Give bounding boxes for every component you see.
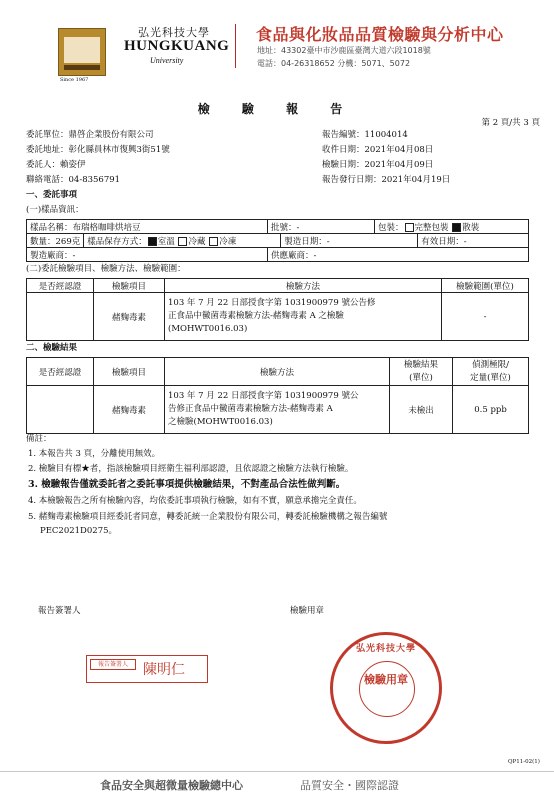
storage-cell: 樣品保存方式： 室溫 冷藏 冷凍 xyxy=(84,234,281,248)
footer-left-text: 食品安全與超微量檢驗總中心 xyxy=(100,779,243,792)
notes-heading: 備註： xyxy=(26,434,52,444)
storage-frozen-checkbox xyxy=(209,237,218,246)
results-col-item: 檢驗項目 xyxy=(94,358,165,386)
items-col-range: 檢驗範圍(單位) xyxy=(442,279,529,293)
items-table xyxy=(26,278,529,341)
university-logo xyxy=(58,28,106,76)
section2-heading: 二、檢驗結果 xyxy=(26,343,78,353)
received-date: 收件日期：2021年04月08日 xyxy=(322,145,434,155)
page-number: 第 2 頁/共 3 頁 xyxy=(481,118,540,128)
items-row-item: 赭麴毒素 xyxy=(94,293,165,341)
note-4: 4. 本檢驗報告之所有檢驗內容，均依委託事項執行檢驗，如有不實，願意承擔完全責任。 xyxy=(28,496,362,506)
client-unit: 委託單位：鼎啓企業股份有限公司 xyxy=(26,130,154,140)
qty-cell: 數量：269克 xyxy=(27,234,84,248)
items-row-method: 103 年 7 月 22 日部授食字第 1031900979 號公告修 正食品中黴菌毒素檢驗方法-赭麴毒素 A 之檢驗 (MOHWT0016.03) xyxy=(165,293,442,341)
university-name-zh: 弘光科技大學 xyxy=(138,26,210,39)
report-number: 報告編號：11004014 xyxy=(322,130,408,140)
section1-heading: 一、委託事項 xyxy=(26,190,78,200)
results-row-result: 未檢出 xyxy=(390,386,453,434)
note-5-cont: PEC2021D0275。 xyxy=(40,526,118,536)
results-row-item: 赭麴毒素 xyxy=(94,386,165,434)
items-heading: (二)委託檢驗項目、檢驗方法、檢驗範圍： xyxy=(26,264,186,274)
results-row-limit: 0.5 ppb xyxy=(453,386,529,434)
sample-maker-table xyxy=(26,247,529,262)
footer xyxy=(0,772,554,799)
client-phone: 聯絡電話：04-8356791 xyxy=(26,175,121,185)
center-title: 食品與化妝品品質檢驗與分析中心 xyxy=(256,25,504,44)
form-code: QP11-02(1) xyxy=(508,759,540,765)
storage-fridge-checkbox xyxy=(178,237,187,246)
results-table xyxy=(26,357,529,434)
note-2: 2. 檢驗目有標★者，指該檢驗項目經衛生福利部認證，且依認證之檢驗方法執行檢驗。 xyxy=(28,464,354,474)
supplier-cell: 供應廠商：- xyxy=(268,248,529,262)
package-bulk-checkbox xyxy=(452,223,461,232)
maker-cell: 製造廠商：- xyxy=(27,248,268,262)
center-address: 地址：43302臺中市沙鹿區臺灣大道六段1018號 xyxy=(257,46,431,55)
batch-cell: 批號：- xyxy=(268,220,375,234)
note-5: 5. 赭麴毒素檢驗項目經委託者同意，轉委託統一企業股份有限公司，轉委託檢驗機構之報告編號 xyxy=(28,512,388,522)
signer-label: 報告簽署人 xyxy=(38,606,81,616)
results-col-limit: 偵測極限/ 定量(單位) xyxy=(453,358,529,386)
client-person: 委託人：賴姿伊 xyxy=(26,160,86,170)
results-col-method: 檢驗方法 xyxy=(165,358,390,386)
client-address: 委託地址：彰化縣員林市復興3街51號 xyxy=(26,145,170,155)
sample-storage-table xyxy=(26,233,529,248)
items-col-method: 檢驗方法 xyxy=(165,279,442,293)
header-divider xyxy=(235,24,236,68)
package-cell: 包裝： 完整包裝 散裝 xyxy=(375,220,529,234)
items-row-range: - xyxy=(442,293,529,341)
sample-name-cell: 樣品名稱：布瑞格咖啡烘培豆 xyxy=(27,220,268,234)
results-row-method: 103 年 7 月 22 日部授食字第 1031900979 號公 告修正食品中黴菌毒素檢驗方法-赭麴毒素 A 之檢驗(MOHWT0016.03) xyxy=(165,386,390,434)
exp-date-cell: 有效日期：- xyxy=(418,234,529,248)
university-name-en: HUNGKUANG xyxy=(124,38,230,54)
mfg-date-cell: 製造日期：- xyxy=(281,234,418,248)
sample-info-table xyxy=(26,219,529,234)
note-1: 1. 本報告共 3 頁，分離使用無效。 xyxy=(28,449,161,459)
inspection-seal: 弘光科技大學 檢驗用章 xyxy=(330,632,442,744)
report-title: 檢 驗 報 告 xyxy=(197,102,357,116)
items-col-certified: 是否經認證 xyxy=(27,279,94,293)
signer-stamp: 報告簽署人 陳明仁 xyxy=(86,655,208,683)
seal-label: 檢驗用章 xyxy=(290,606,325,616)
items-col-item: 檢驗項目 xyxy=(94,279,165,293)
university-subtitle: University xyxy=(150,56,184,65)
footer-right-text: 品質安全・國際認證 xyxy=(300,779,399,792)
sample-info-heading: (一)樣品資訊： xyxy=(26,205,84,215)
package-complete-checkbox xyxy=(405,223,414,232)
center-phone: 電話：04-26318652 分機：5071、5072 xyxy=(257,59,411,68)
items-row xyxy=(27,293,529,341)
results-col-result: 檢驗結果 (單位) xyxy=(390,358,453,386)
storage-room-checkbox xyxy=(148,237,157,246)
results-row xyxy=(27,386,529,434)
logo-year: Since 1967 xyxy=(60,77,89,83)
note-3: 3. 檢驗報告僅就委託者之委託事項提供檢驗結果，不對產品合法性做判斷。 xyxy=(28,479,346,490)
issue-date: 報告發行日期：2021年04月19日 xyxy=(322,175,451,185)
results-col-certified: 是否經認證 xyxy=(27,358,94,386)
test-date: 檢驗日期：2021年04月09日 xyxy=(322,160,434,170)
